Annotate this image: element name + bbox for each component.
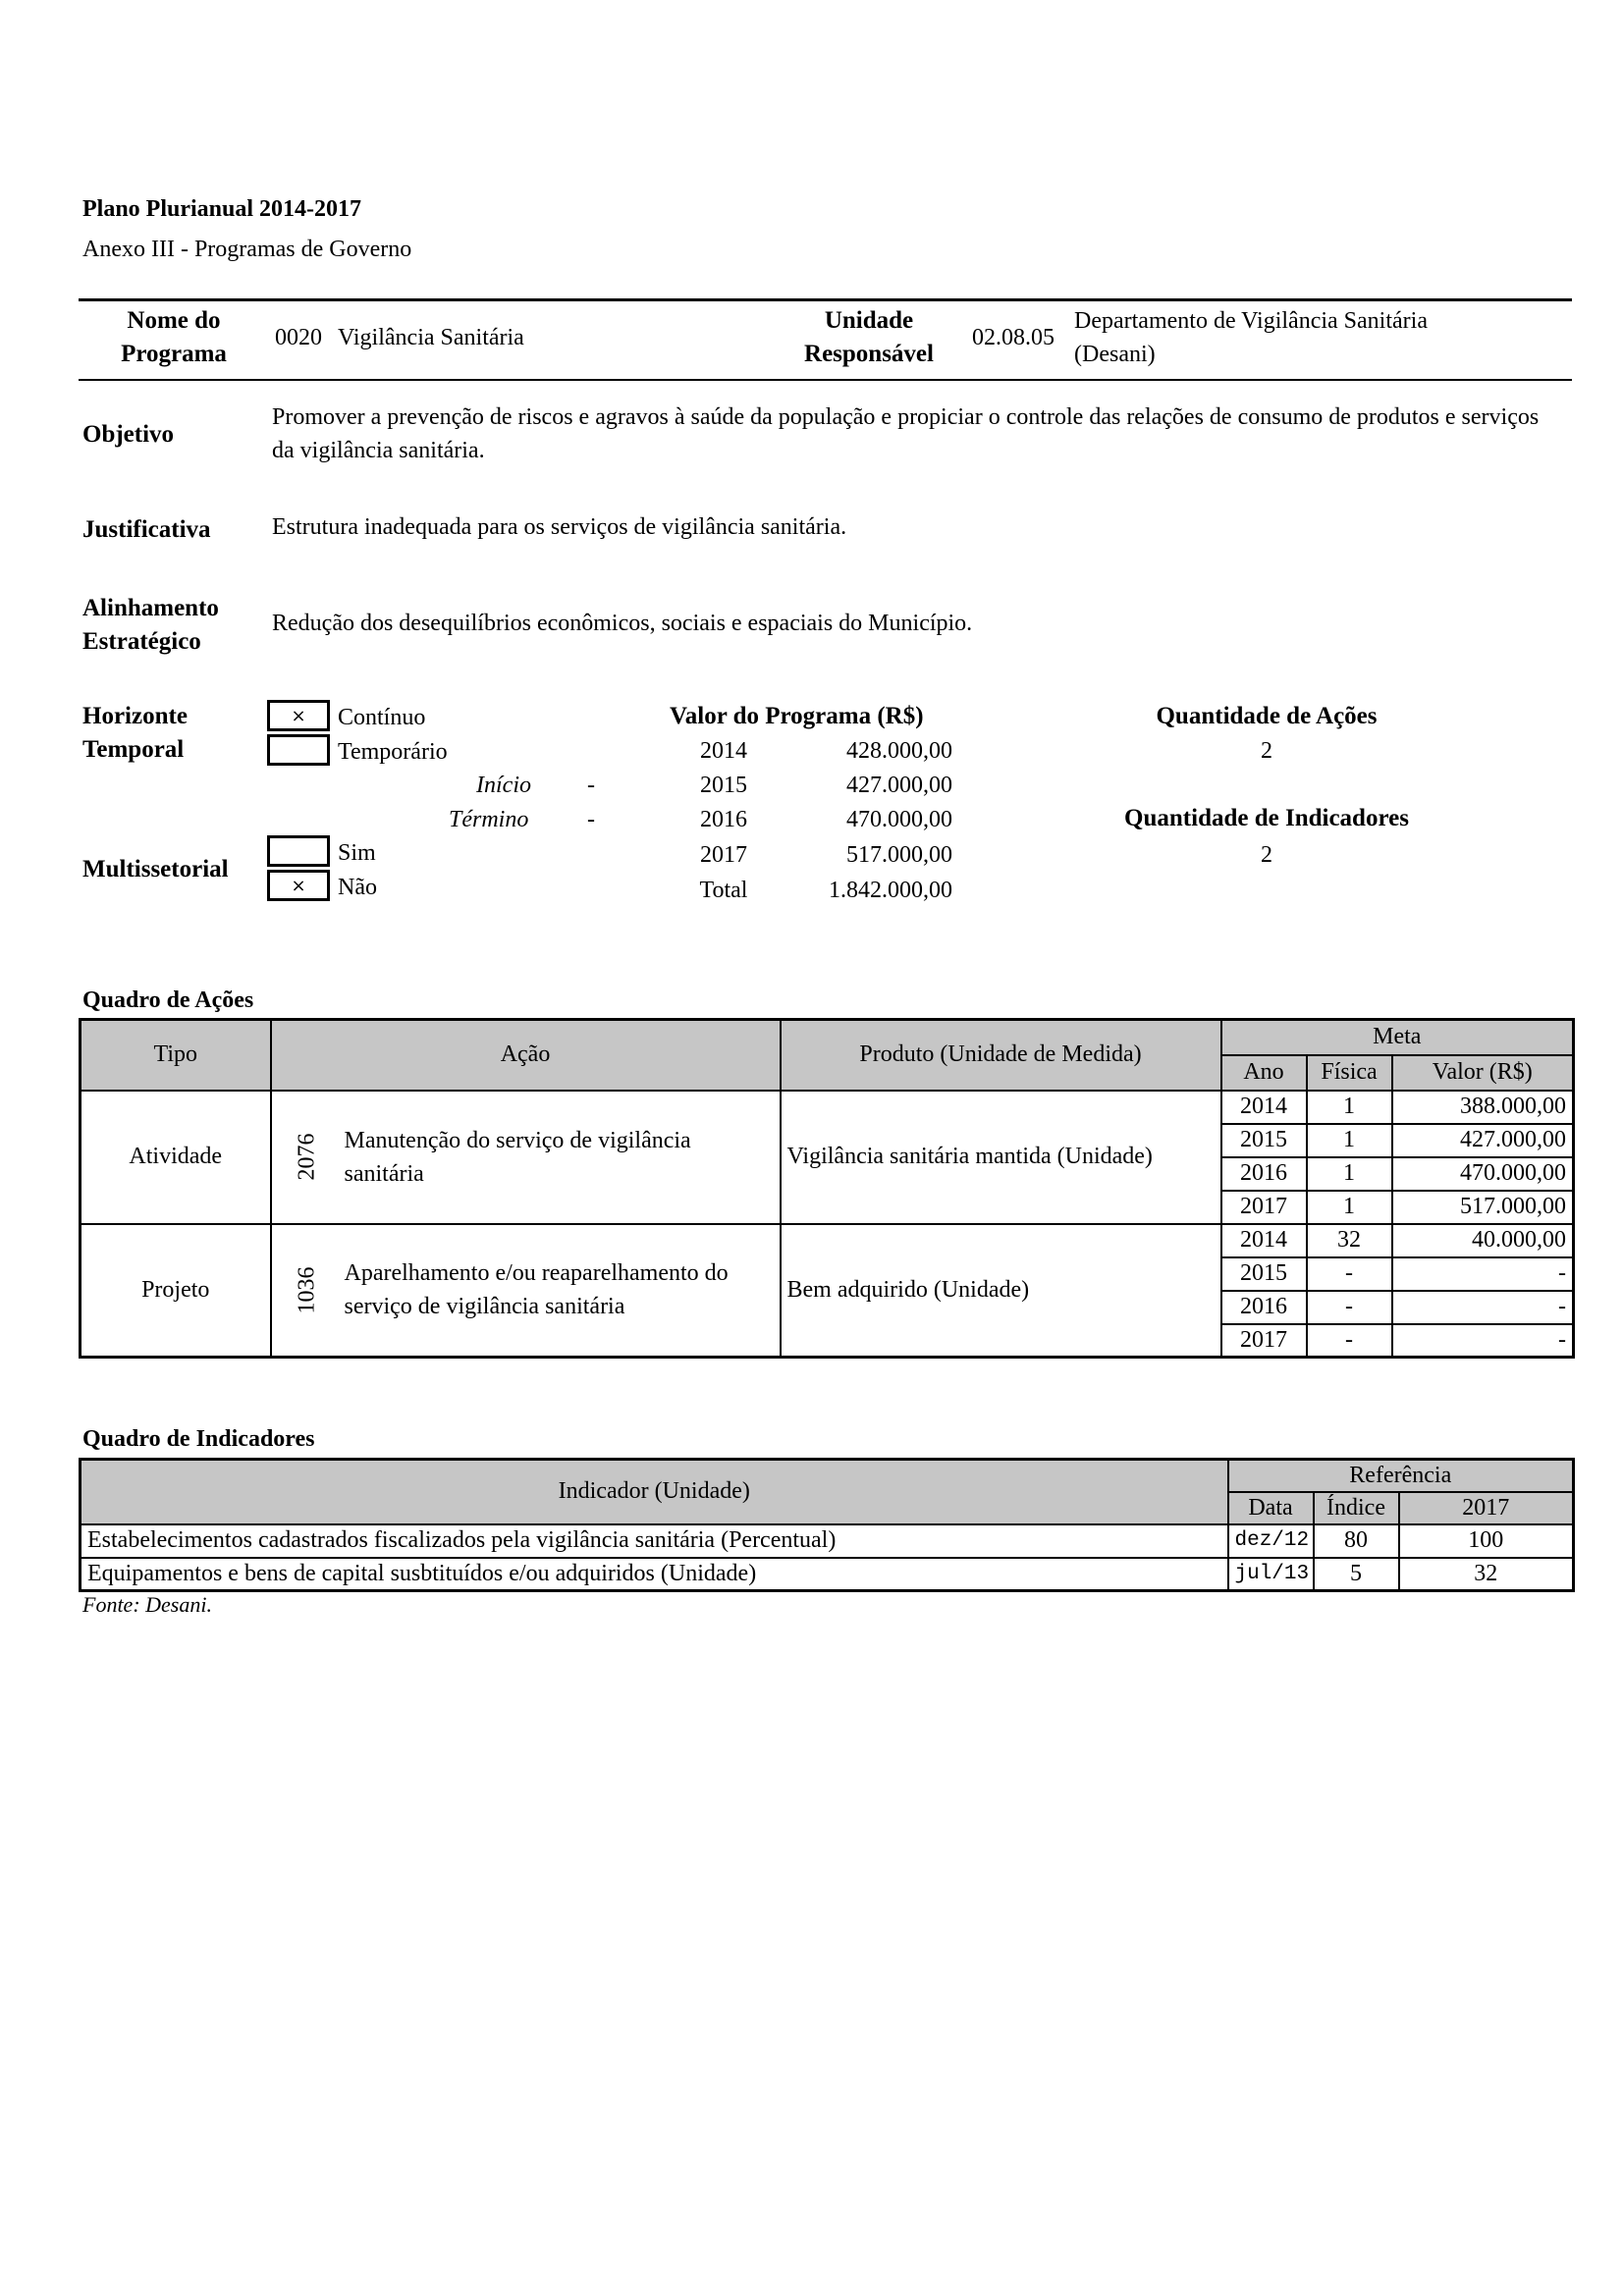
indicator-target: 32 [1399, 1558, 1574, 1591]
col-header-index: Índice [1314, 1492, 1399, 1524]
goal-year: 2016 [1221, 1291, 1307, 1324]
multisector-yes-checkbox[interactable] [267, 835, 330, 867]
indicator-name: Estabelecimentos cadastrados fiscalizados pela vigilância sanitária (Percentual) [81, 1524, 1228, 1558]
program-name: Vigilância Sanitária [338, 325, 524, 350]
program-value-year: 2015 [700, 773, 747, 798]
goal-physical: 1 [1307, 1091, 1392, 1124]
program-value-year: 2016 [700, 807, 747, 832]
goal-physical: - [1307, 1324, 1392, 1358]
table-row [81, 1558, 1574, 1591]
end-label: Término [449, 807, 529, 832]
program-value-year: 2014 [700, 738, 747, 764]
objective-label: Objetivo [82, 421, 175, 448]
program-name-label: Nome do Programa [121, 307, 227, 367]
col-header-product: Produto (Unidade de Medida) [781, 1020, 1221, 1091]
actions-table [79, 1018, 1575, 1359]
goal-year: 2017 [1221, 1324, 1307, 1358]
indicator-date: dez/12 [1228, 1524, 1314, 1558]
action-description: Manutenção do serviço de vigilância sanitária [343, 1091, 781, 1224]
indicator-target: 100 [1399, 1524, 1574, 1558]
responsible-unit-code: 02.08.05 [972, 325, 1055, 350]
goal-physical: - [1307, 1257, 1392, 1291]
goal-physical: 1 [1307, 1191, 1392, 1224]
indicators-table [79, 1458, 1575, 1592]
col-header-year: Ano [1221, 1055, 1307, 1091]
goal-value: 427.000,00 [1392, 1124, 1574, 1157]
program-value-total: 1.842.000,00 [829, 878, 952, 903]
end-value: - [587, 807, 595, 832]
table-row [81, 1224, 1574, 1257]
program-value-amount: 427.000,00 [846, 773, 952, 798]
col-header-indicator: Indicador (Unidade) [81, 1460, 1228, 1524]
indicators-table-title: Quadro de Indicadores [82, 1426, 315, 1452]
action-product: Vigilância sanitária mantida (Unidade) [781, 1091, 1221, 1224]
multisector-label: Multissetorial [82, 856, 229, 882]
action-type: Atividade [81, 1091, 271, 1224]
justification-label: Justificativa [82, 516, 211, 543]
goal-year: 2014 [1221, 1224, 1307, 1257]
source-note: Fonte: Desani. [82, 1592, 212, 1617]
multisector-no-checkbox[interactable]: × [267, 870, 330, 901]
indicators-count-label: Quantidade de Indicadores [1124, 805, 1409, 831]
start-label: Início [476, 773, 531, 798]
goal-value: - [1392, 1257, 1574, 1291]
time-horizon-label: Horizonte Temporal [82, 703, 188, 763]
goal-physical: 32 [1307, 1224, 1392, 1257]
temporary-checkbox[interactable] [267, 734, 330, 766]
justification-text: Estrutura inadequada para os serviços de vigilância sanitária. [272, 514, 847, 540]
indicator-name: Equipamentos e bens de capital susbtituídos e/ou adquiridos (Unidade) [81, 1558, 1228, 1591]
col-header-action: Ação [271, 1020, 781, 1091]
col-header-type: Tipo [81, 1020, 271, 1091]
program-value-amount: 517.000,00 [846, 842, 952, 868]
program-value-year: 2017 [700, 842, 747, 868]
indicators-count-value: 2 [1261, 842, 1272, 868]
responsible-unit-name: Departamento de Vigilância Sanitária (Desani) [1074, 308, 1428, 367]
col-header-goal: Meta [1221, 1020, 1574, 1055]
actions-count-label: Quantidade de Ações [1156, 703, 1378, 729]
goal-value: 517.000,00 [1392, 1191, 1574, 1224]
col-header-target-year: 2017 [1399, 1492, 1574, 1524]
actions-count-value: 2 [1261, 738, 1272, 764]
goal-year: 2014 [1221, 1091, 1307, 1124]
program-value-amount: 470.000,00 [846, 807, 952, 832]
goal-value: 40.000,00 [1392, 1224, 1574, 1257]
goal-year: 2015 [1221, 1124, 1307, 1157]
strategic-alignment-label: Alinhamento Estratégico [82, 595, 219, 655]
action-description: Aparelhamento e/ou reaparelhamento do serviço de vigilância sanitária [343, 1224, 781, 1358]
goal-physical: 1 [1307, 1124, 1392, 1157]
indicator-date: jul/13 [1228, 1558, 1314, 1591]
col-header-physical: Física [1307, 1055, 1392, 1091]
col-header-value: Valor (R$) [1392, 1055, 1574, 1091]
responsible-unit-label: Unidade Responsável [804, 307, 934, 367]
indicator-index: 5 [1314, 1558, 1399, 1591]
program-value-total-label: Total [699, 878, 748, 903]
goal-value: - [1392, 1324, 1574, 1358]
objective-text: Promover a prevenção de riscos e agravos à saúde da população e propiciar o controle das relações de consumo de produtos e serviços da vigilância sanitária. [272, 404, 1540, 463]
multisector-no-label: Não [338, 875, 377, 900]
goal-value: 388.000,00 [1392, 1091, 1574, 1124]
start-value: - [587, 773, 595, 798]
actions-table-title: Quadro de Ações [82, 988, 254, 1013]
action-code: 2076 [294, 1133, 319, 1181]
action-type: Projeto [81, 1224, 271, 1358]
goal-year: 2016 [1221, 1157, 1307, 1191]
col-header-date: Data [1228, 1492, 1314, 1524]
table-row [81, 1091, 1574, 1124]
document-subtitle: Anexo III - Programas de Governo [82, 237, 412, 262]
header-top-rule [79, 298, 1572, 301]
action-code: 1036 [294, 1266, 319, 1314]
indicator-index: 80 [1314, 1524, 1399, 1558]
continuous-checkbox[interactable]: × [267, 700, 330, 731]
temporary-label: Temporário [338, 739, 448, 765]
goal-year: 2015 [1221, 1257, 1307, 1291]
program-value-label: Valor do Programa (R$) [670, 703, 924, 729]
table-row [81, 1524, 1574, 1558]
continuous-label: Contínuo [338, 705, 426, 730]
strategic-alignment-text: Redução dos desequilíbrios econômicos, sociais e espaciais do Município. [272, 611, 973, 636]
goal-physical: 1 [1307, 1157, 1392, 1191]
multisector-yes-label: Sim [338, 840, 376, 866]
action-product: Bem adquirido (Unidade) [781, 1224, 1221, 1358]
program-value-amount: 428.000,00 [846, 738, 952, 764]
document-title: Plano Plurianual 2014-2017 [82, 196, 362, 222]
header-bottom-rule [79, 379, 1572, 381]
goal-physical: - [1307, 1291, 1392, 1324]
program-code: 0020 [275, 325, 322, 350]
col-header-reference: Referência [1228, 1460, 1574, 1492]
goal-value: - [1392, 1291, 1574, 1324]
goal-year: 2017 [1221, 1191, 1307, 1224]
goal-value: 470.000,00 [1392, 1157, 1574, 1191]
